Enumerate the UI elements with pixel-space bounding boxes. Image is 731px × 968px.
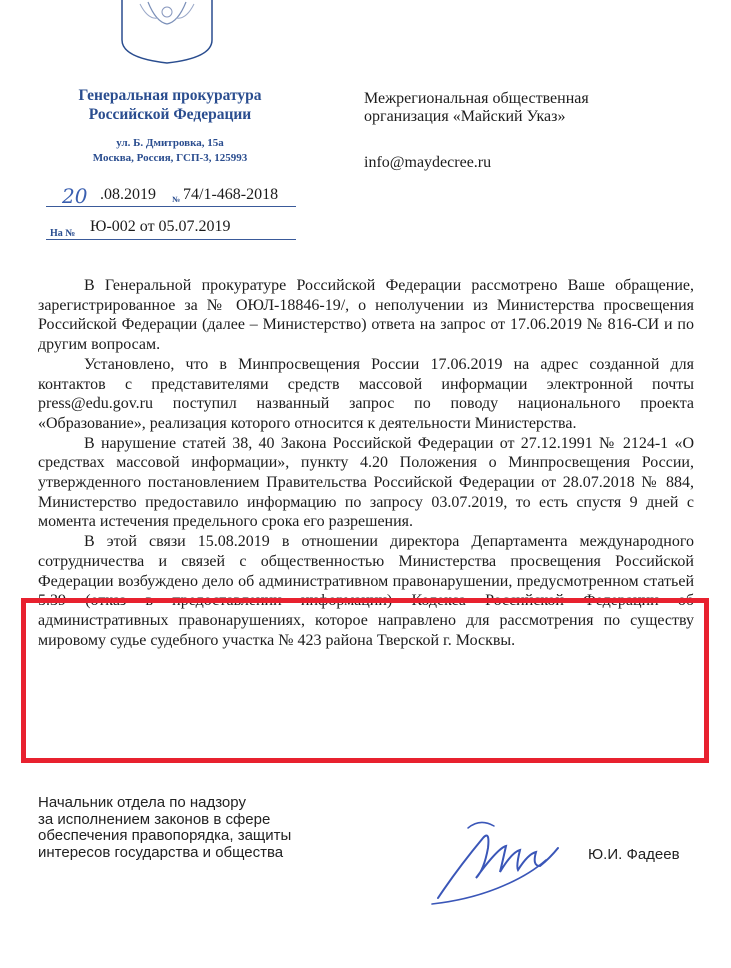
signer-title-line3: обеспечения правопорядка, защиты <box>38 827 292 844</box>
paragraph-1: В Генеральной прокуратуре Российской Федерации рассмотрено Ваше обращение, зарегистрированное за № ОЮЛ-18846-19/, о неполучении из Министерства просвещения Российской Федерации (далее – Министерство) ответа на запрос от 17.06.2019 № 816-СИ и по другим вопросам. <box>38 277 694 354</box>
paragraph-2: Установлено, что в Минпросвещения России 17.06.2019 на адрес созданной для контактов с представителями средств массовой информации электронной почты press@edu.gov.ru поступил названный запрос по поводу национального проекта «Образование», реализация которого относится к деятельности Министерства. <box>38 355 694 432</box>
signer-title-line2: за исполнением законов в сфере <box>38 810 271 828</box>
recipient-email: info@maydecree.ru <box>364 154 492 171</box>
letterhead <box>50 86 290 166</box>
signer-title-line1: Начальник отдела по надзору <box>38 794 246 811</box>
recipient-line2: организация «Майский Указ» <box>364 108 566 125</box>
ref-date: .08.2019 <box>100 186 156 203</box>
handwritten-signature-icon <box>428 808 578 908</box>
highlight-box <box>21 598 709 763</box>
signer-name: Ю.И. Фадеев <box>588 846 680 863</box>
signer-title <box>38 795 291 861</box>
org-title-line2: Российской Федерации <box>88 106 252 123</box>
in-reply-to: Ю-002 от 05.07.2019 <box>90 218 231 235</box>
address-line1: ул. Б. Дмитровка, 15а <box>116 137 224 149</box>
address-line2: Москва, Россия, ГСП-3, 125993 <box>92 152 248 164</box>
ref-number: 74/1-468-2018 <box>183 186 279 203</box>
paragraph-3: В нарушение статей 38, 40 Закона Российской Федерации от 27.12.1991 № 2124-1 «О средствах массовой информации», пункту 4.20 Положения о Минпросвещения России, утвержденного постановлением Правительства Российской Федерации от 28.07.2018 № 884, Министерство предоставило информацию по запросу 03.07.2019, то есть спустя 9 дней с момента истечения предельного срока его разрешения. <box>38 434 694 531</box>
recipient-line1: Межрегиональная общественная <box>364 90 589 107</box>
recipient <box>364 90 664 126</box>
coat-of-arms-emblem-icon <box>118 0 216 64</box>
handwritten-day: 20 <box>62 184 88 208</box>
in-reply-label: На № <box>50 228 76 239</box>
org-title-line1: Генеральная прокуратура <box>78 87 262 104</box>
ref-no-label: № <box>172 195 181 204</box>
signer-title-line4: интересов государства и общества <box>38 843 284 861</box>
paragraph-4: В этой связи 15.08.2019 в отношении директора Департамента международного сотрудничества и связей с общественностью Министерства просвещения Российской Федерации возбуждено дело об административном правонарушении, предусмотренном статьей 5.39 (отказ в предоставлении информации) Кодекса Российской Федерации об административных правонарушениях, которое направлено для рассмотрения по существу мировому судье судебного участка № 423 района Тверской г. Москвы. <box>38 533 694 649</box>
letter-body <box>38 276 694 650</box>
